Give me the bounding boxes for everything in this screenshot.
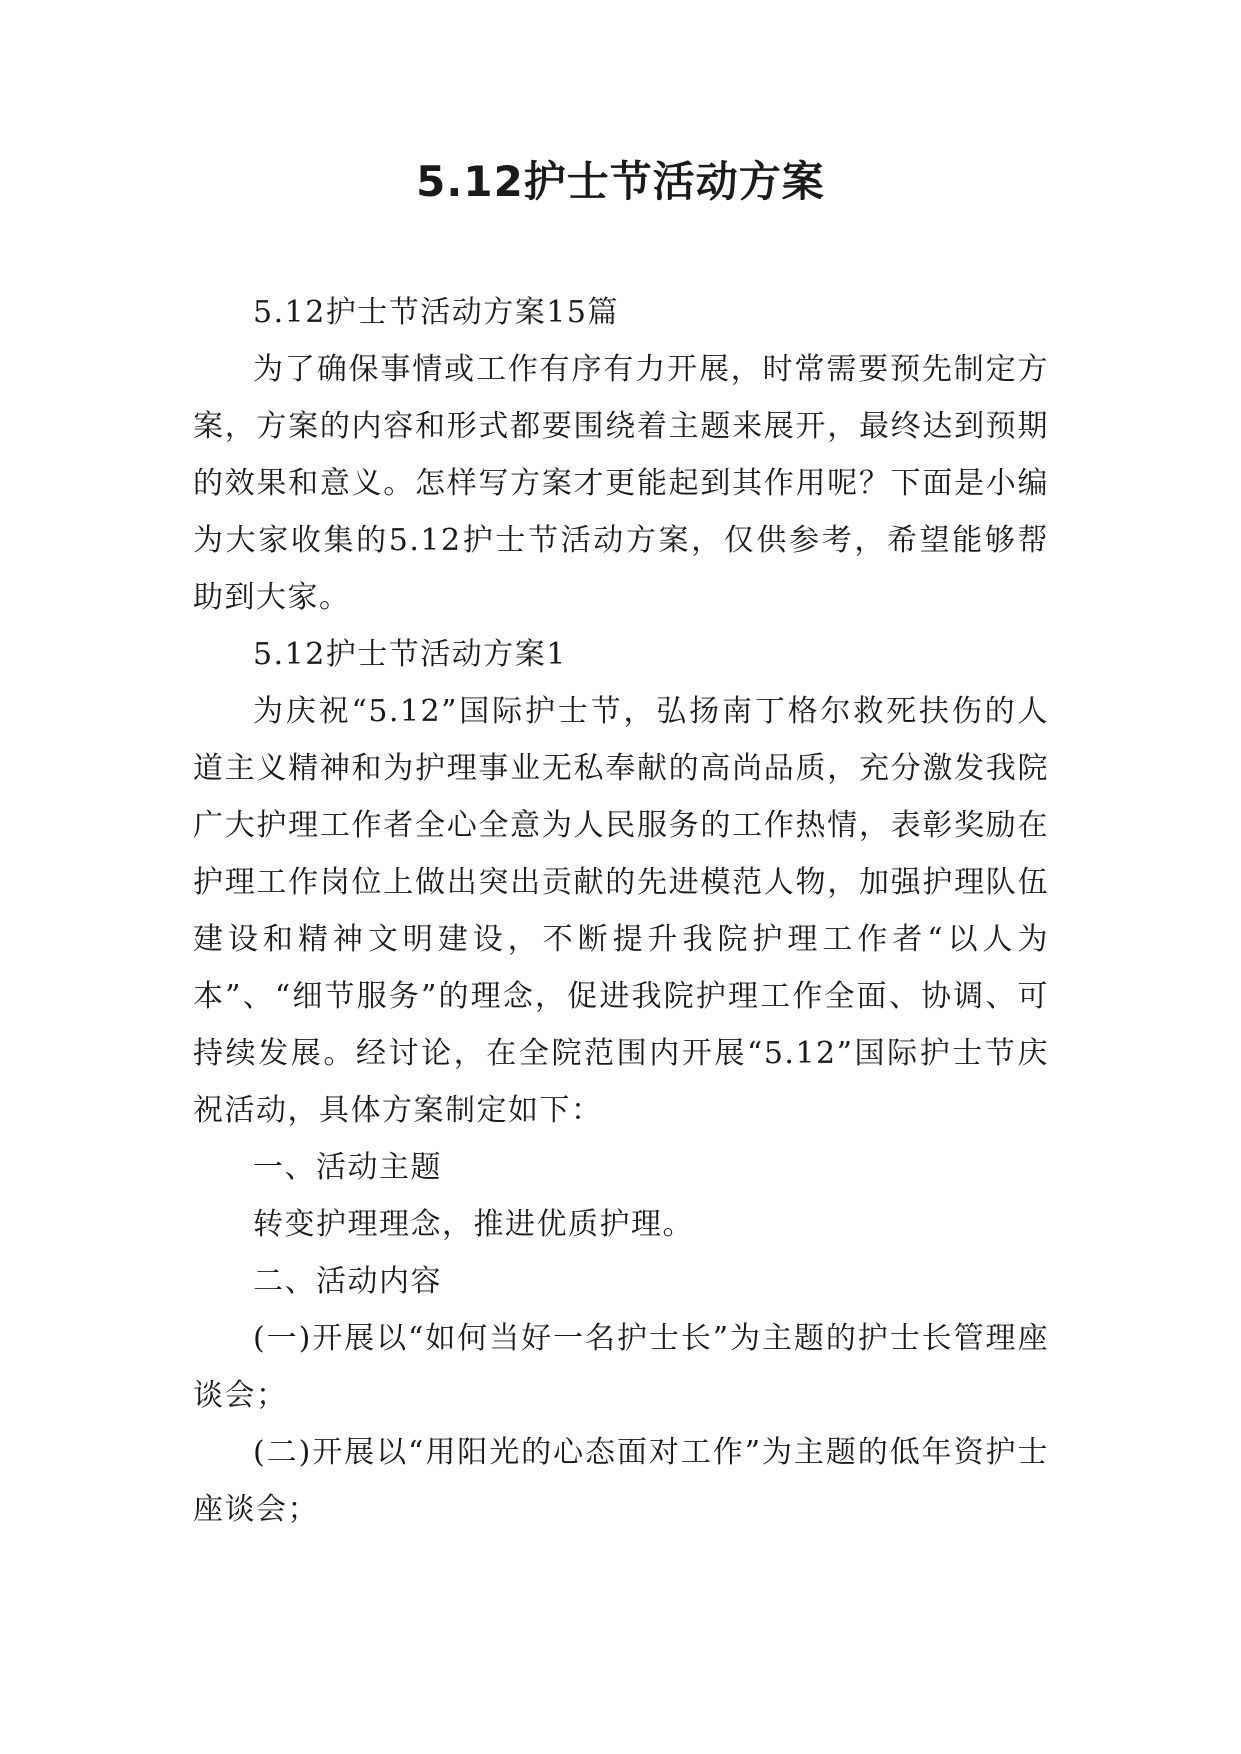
subheading-content: 二、活动内容 <box>253 1264 442 1299</box>
body-paragraph: 为庆祝“5.12”国际护士节，弘扬南丁格尔救死扶伤的人道主义精神和为护理事业无私奉献的高尚品质，充分激发我院广大护理工作者全心全意为人民服务的工作热情，表彰奖励在护理工作岗位上做出突出贡献的先进模范人物，加强护理队伍建设和精神文明建设，不断提升我院护理工作者“以人为本”、“细节服务”的理念，促进我院护理工作全面、协调、可持续发展。经讨论，在全院范围内开展“5.12”国际护士节庆祝活动，具体方案制定如下： <box>193 694 1049 1128</box>
list-item: (二)开展以“用阳光的心态面对工作”为主题的低年资护士座谈会； <box>193 1435 1049 1527</box>
document-title: 5.12护士节活动方案 <box>416 157 825 206</box>
subtitle-paragraph: 5.12护士节活动方案15篇 <box>253 295 619 330</box>
list-item: (一)开展以“如何当好一名护士长”为主题的护士长管理座谈会； <box>193 1321 1049 1413</box>
subheading-theme: 一、活动主题 <box>253 1150 442 1185</box>
theme-paragraph: 转变护理理念，推进优质护理。 <box>253 1207 694 1242</box>
document-body <box>193 284 1049 1538</box>
section-heading: 5.12护士节活动方案1 <box>253 637 567 672</box>
intro-paragraph: 为了确保事情或工作有序有力开展，时常需要预先制定方案，方案的内容和形式都要围绕着主题来展开，最终达到预期的效果和意义。怎样写方案才更能起到其作用呢？下面是小编为大家收集的5.12护士节活动方案，仅供参考，希望能够帮助到大家。 <box>193 352 1049 615</box>
